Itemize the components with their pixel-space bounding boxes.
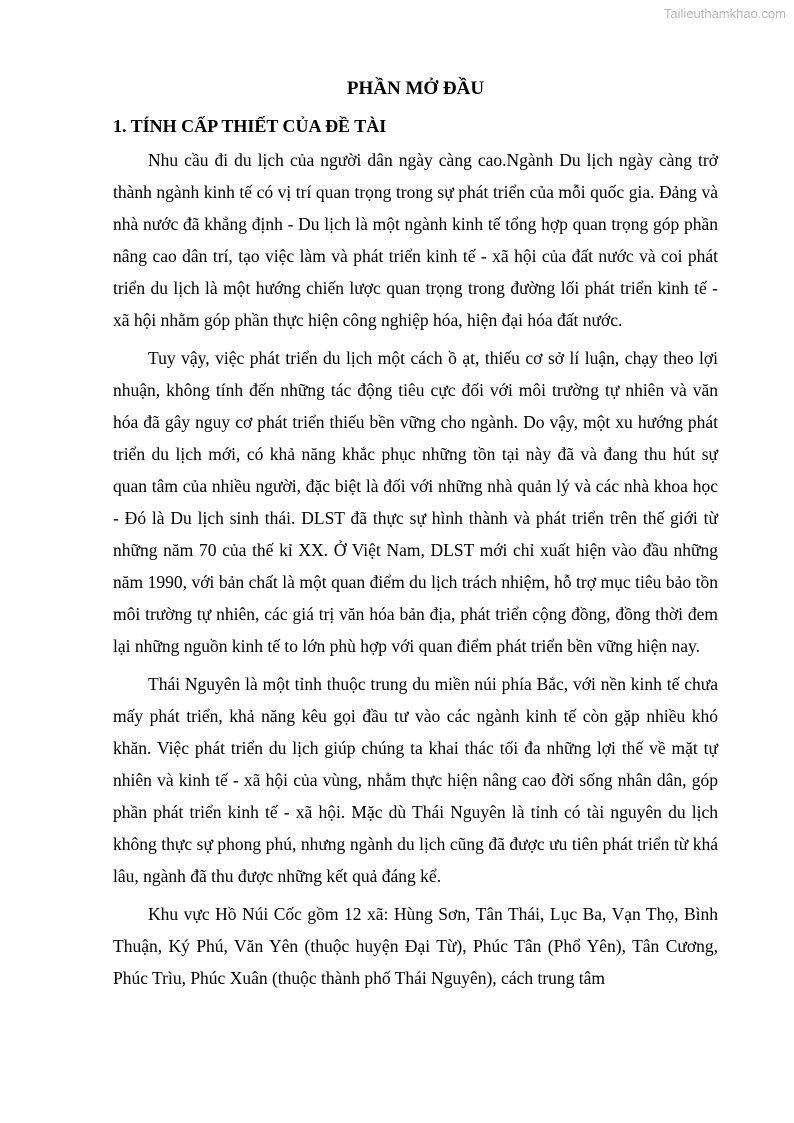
page-title: PHẦN MỞ ĐẦU [346,78,485,99]
paragraph-2: Tuy vậy, việc phát triển du lịch một cách ồ ạt, thiếu cơ sở lí luận, chạy theo lợi nhuận, không tính đến những tác động tiêu cực đối với môi trường tự nhiên và văn hóa đã gây nguy cơ phát triển thiếu bền vững cho ngành. Do vậy, một xu hướng phát triển du lịch mới, có khả năng khắc phục những tồn tại này đã và đang thu hút sự quan tâm của nhiều người, đặc biệt là đối với những nhà quản lý và các nhà khoa học - Đó là Du lịch sinh thái. DLST đã thực sự hình thành và phát triển trên thế giới từ những năm 70 của thế kỉ XX. Ở Việt Nam, DLST mới chỉ xuất hiện vào đầu những năm 1990, với bản chất là một quan điểm du lịch trách nhiệm, hỗ trợ mục tiêu bảo tồn môi trường tự nhiên, các giá trị văn hóa bản địa, phát triển cộng đồng, đồng thời đem lại những nguồn kinh tế to lớn phù hợp với quan điểm phát triển bền vững hiện nay. [113,348,718,656]
watermark-text: Tailieuthamkhao.com [663,6,786,21]
document-body [113,76,718,1000]
section-heading: 1. TÍNH CẤP THIẾT CỦA ĐỀ TÀI [113,116,387,136]
paragraph-1: Nhu cầu đi du lịch của người dân ngày càng cao.Ngành Du lịch ngày càng trở thành ngành kinh tế có vị trí quan trọng trong sự phát triển của mỗi quốc gia. Đảng và nhà nước đã khẳng định - Du lịch là một ngành kinh tế tổng hợp quan trọng góp phần nâng cao dân trí, tạo việc làm và phát triển kinh tế - xã hội của đất nước và coi phát triển du lịch là một hướng chiến lược quan trọng trong đường lối phát triển kinh tế - xã hội nhằm góp phần thực hiện công nghiệp hóa, hiện đại hóa đất nước. [113,150,718,330]
paragraph-4: Khu vực Hồ Núi Cốc gồm 12 xã: Hùng Sơn, Tân Thái, Lục Ba, Vạn Thọ, Bình Thuận, Ký Phú, Văn Yên (thuộc huyện Đại Từ), Phúc Tân (Phổ Yên), Tân Cương, Phúc Trìu, Phúc Xuân (thuộc thành phố Thái Nguyên), cách trung tâm [113,904,718,988]
paragraph-3: Thái Nguyên là một tỉnh thuộc trung du miền núi phía Bắc, với nền kinh tế chưa mấy phát triển, khả năng kêu gọi đầu tư vào các ngành kinh tế còn gặp nhiều khó khăn. Việc phát triển du lịch giúp chúng ta khai thác tối đa những lợi thế về mặt tự nhiên và kinh tế - xã hội của vùng, nhằm thực hiện nâng cao đời sống nhân dân, góp phần phát triển kinh tế - xã hội. Mặc dù Thái Nguyên là tỉnh có tài nguyên du lịch không thực sự phong phú, nhưng ngành du lịch cũng đã được ưu tiên phát triển từ khá lâu, ngành đã thu được những kết quả đáng kể. [113,674,718,886]
